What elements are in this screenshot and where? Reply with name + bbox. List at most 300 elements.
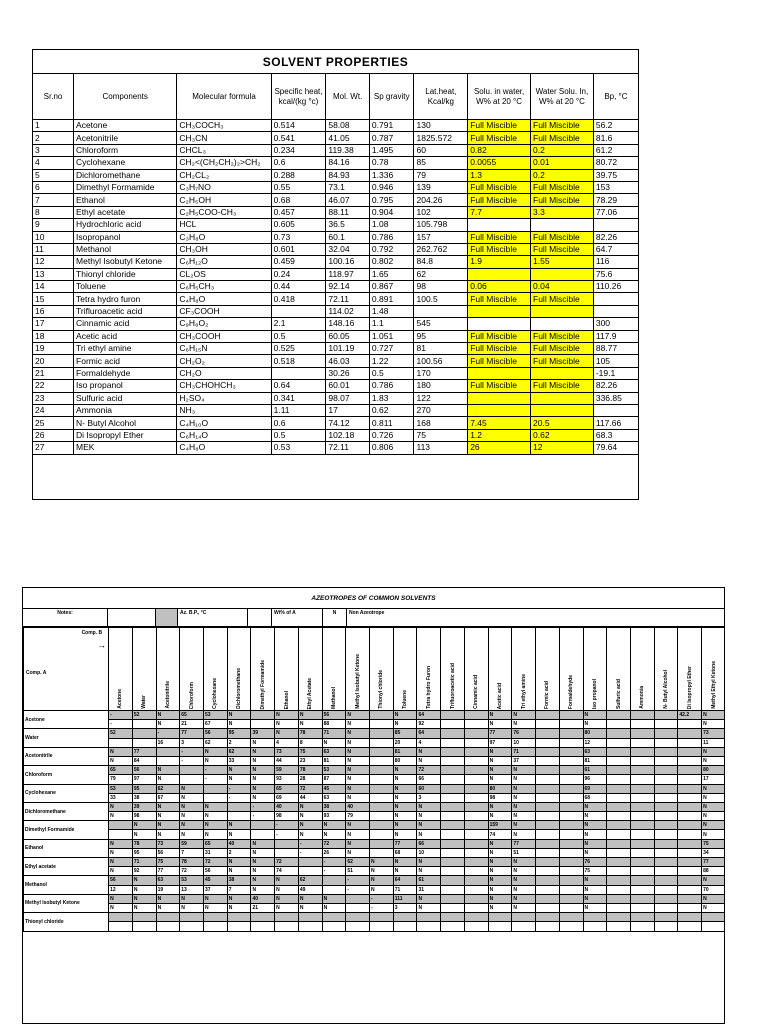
table-cell: 72: [204, 858, 228, 867]
table-cell: [559, 756, 583, 765]
table-cell: C₄H₁₀O: [177, 417, 271, 429]
table-cell: N: [512, 793, 536, 802]
table-cell: [464, 775, 488, 784]
table-row: [33, 268, 638, 280]
table-cell: 72.11: [326, 293, 370, 305]
table-cell: 64: [417, 729, 441, 738]
table-cell: [630, 720, 654, 729]
table-cell: [370, 784, 394, 793]
table-cell: 13: [180, 885, 204, 894]
table-cell: [109, 738, 133, 747]
table-cell: N: [298, 812, 322, 821]
table-cell: 7.7: [468, 206, 531, 218]
table-cell: [654, 775, 678, 784]
table-cell: N: [204, 756, 228, 765]
table-row: [33, 442, 638, 454]
table-cell: 61.2: [593, 144, 638, 156]
table-cell: N: [393, 858, 417, 867]
table-cell: [630, 913, 654, 922]
table-cell: N: [488, 766, 512, 775]
table-cell: [370, 775, 394, 784]
table-cell: [441, 812, 465, 821]
table-cell: [630, 821, 654, 830]
table-cell: 0.06: [468, 281, 531, 293]
column-header-label: Trifluoroacetic acid: [449, 663, 456, 709]
table-cell: 0.44: [271, 281, 326, 293]
column-header-label: Formaldehyde: [568, 674, 575, 709]
table-cell: 204.26: [414, 194, 468, 206]
table-cell: C₆H₁₅N: [177, 343, 271, 355]
column-header-label: Ethyl Acetate: [307, 677, 314, 709]
table-cell: 78.29: [593, 194, 638, 206]
column-header: [204, 628, 228, 711]
table-row: [33, 318, 638, 330]
table-cell: [132, 738, 156, 747]
table-cell: [132, 720, 156, 729]
table-cell: [654, 766, 678, 775]
table-cell: N: [583, 894, 607, 903]
table-cell: CH₂CL₂: [177, 169, 271, 181]
table-cell: [464, 802, 488, 811]
table-cell: N: [488, 720, 512, 729]
table-cell: [654, 830, 678, 839]
table-cell: 1.08: [369, 219, 414, 231]
table-cell: N: [583, 830, 607, 839]
column-header: [512, 628, 536, 711]
table-cell: [464, 922, 488, 931]
azeotropes-grid: [23, 627, 725, 932]
table-cell: N: [370, 885, 394, 894]
column-header-label: Methyl Ethyl Ketone: [710, 661, 717, 709]
table-cell: Ethyl acetate: [74, 206, 177, 218]
table-cell: [607, 903, 631, 912]
table-cell: N: [251, 848, 275, 857]
table-row: [24, 867, 726, 876]
table-cell: N: [393, 821, 417, 830]
table-cell: [417, 922, 441, 931]
table-cell: [531, 268, 594, 280]
table-cell: 60: [414, 144, 468, 156]
table-cell: [536, 766, 560, 775]
table-cell: N: [346, 839, 370, 848]
table-cell: 81.6: [593, 132, 638, 144]
notes-n-label: N: [323, 609, 347, 626]
table-cell: N: [227, 766, 251, 775]
table-cell: [531, 219, 594, 231]
table-cell: [488, 913, 512, 922]
table-row: [24, 747, 726, 756]
table-cell: [536, 729, 560, 738]
table-cell: [531, 367, 594, 379]
column-header: [464, 628, 488, 711]
table-cell: C₃H₈O: [177, 231, 271, 243]
table-cell: [559, 711, 583, 720]
table-cell: 7: [33, 194, 74, 206]
table-cell: [607, 756, 631, 765]
table-cell: 97: [488, 738, 512, 747]
table-cell: N: [322, 738, 346, 747]
table-cell: N: [227, 894, 251, 903]
table-cell: [370, 839, 394, 848]
table-cell: N: [417, 802, 441, 811]
table-cell: [322, 922, 346, 931]
table-cell: 92: [417, 720, 441, 729]
table-cell: [654, 858, 678, 867]
table-cell: -: [370, 894, 394, 903]
table-cell: N: [227, 711, 251, 720]
table-cell: Thionyl chloride: [74, 268, 177, 280]
table-cell: 46.07: [326, 194, 370, 206]
table-cell: 1: [33, 120, 74, 132]
column-header-label: Dimethyl Formamide: [259, 659, 266, 709]
table-cell: 51: [512, 848, 536, 857]
table-cell: [441, 720, 465, 729]
table-cell: N: [275, 885, 299, 894]
table-cell: Full Miscible: [531, 120, 594, 132]
table-cell: [441, 793, 465, 802]
table-cell: Full Miscible: [468, 293, 531, 305]
table-cell: N: [417, 747, 441, 756]
table-cell: N: [512, 711, 536, 720]
table-cell: [227, 812, 251, 821]
table-cell: [654, 913, 678, 922]
table-cell: 69: [583, 784, 607, 793]
table-cell: 0.601: [271, 243, 326, 255]
table-cell: [536, 711, 560, 720]
table-cell: 72: [417, 766, 441, 775]
table-cell: [702, 922, 725, 931]
table-cell: Dimethyl Formamide: [74, 181, 177, 193]
table-cell: N: [156, 894, 180, 903]
row-label: Dimethyl Formamide: [24, 821, 109, 839]
table-cell: N: [109, 867, 133, 876]
table-cell: CH₃COOH: [177, 330, 271, 342]
table-cell: Acetone: [74, 120, 177, 132]
table-cell: [180, 913, 204, 922]
table-cell: 0.5: [271, 429, 326, 441]
table-cell: N: [204, 802, 228, 811]
table-cell: 75: [583, 867, 607, 876]
table-row: [33, 417, 638, 429]
table-cell: N: [132, 903, 156, 912]
table-cell: 0.459: [271, 256, 326, 268]
table-cell: N: [298, 830, 322, 839]
table-cell: [464, 766, 488, 775]
table-cell: 0.234: [271, 144, 326, 156]
table-cell: N: [275, 711, 299, 720]
table-cell: Full Miscible: [468, 120, 531, 132]
table-cell: [607, 812, 631, 821]
table-cell: N: [512, 858, 536, 867]
table-cell: 66: [417, 839, 441, 848]
table-cell: 37: [512, 756, 536, 765]
table-cell: Cinnamic acid: [74, 318, 177, 330]
table-cell: N: [346, 756, 370, 765]
column-header-label: Acetone: [117, 689, 124, 709]
table-cell: 118.97: [326, 268, 370, 280]
table-cell: 7.45: [468, 417, 531, 429]
table-cell: [654, 711, 678, 720]
table-cell: 40: [227, 839, 251, 848]
table-cell: [468, 404, 531, 416]
table-cell: N: [275, 720, 299, 729]
table-cell: [630, 802, 654, 811]
table-cell: Full Miscible: [468, 132, 531, 144]
table-cell: 0.418: [271, 293, 326, 305]
table-cell: C₄H₈O: [177, 293, 271, 305]
table-cell: N: [180, 903, 204, 912]
table-cell: 80: [702, 766, 725, 775]
table-cell: 87: [322, 775, 346, 784]
table-cell: [464, 821, 488, 830]
table-cell: [441, 821, 465, 830]
table-cell: N: [417, 812, 441, 821]
table-cell: N: [298, 711, 322, 720]
table-cell: 62: [227, 747, 251, 756]
table-cell: 98: [414, 281, 468, 293]
table-row: [33, 144, 638, 156]
table-cell: [109, 830, 133, 839]
table-cell: 0.514: [271, 120, 326, 132]
table-cell: 1.051: [369, 330, 414, 342]
table-cell: [630, 793, 654, 802]
table-cell: [251, 720, 275, 729]
table-cell: [654, 720, 678, 729]
table-cell: [531, 392, 594, 404]
table-cell: N: [109, 903, 133, 912]
table-cell: CH₂O₂: [177, 355, 271, 367]
table-cell: 1.83: [369, 392, 414, 404]
table-cell: 71: [322, 729, 346, 738]
table-cell: 34: [702, 848, 725, 857]
table-cell: N: [204, 894, 228, 903]
table-cell: 60.05: [326, 330, 370, 342]
table-cell: 98: [488, 793, 512, 802]
table-cell: [630, 922, 654, 931]
table-cell: N: [702, 830, 725, 839]
table-cell: 92: [132, 867, 156, 876]
table-cell: [441, 830, 465, 839]
table-cell: Full Miscible: [531, 330, 594, 342]
table-cell: 21: [251, 903, 275, 912]
table-cell: [275, 848, 299, 857]
table-cell: [678, 876, 702, 885]
table-cell: [536, 848, 560, 857]
table-cell: Formic acid: [74, 355, 177, 367]
table-cell: 3: [393, 903, 417, 912]
table-cell: [464, 913, 488, 922]
table-cell: [132, 922, 156, 931]
table-cell: N: [275, 729, 299, 738]
table-cell: 72: [180, 867, 204, 876]
table-cell: 27: [33, 442, 74, 454]
table-cell: N: [156, 812, 180, 821]
table-cell: [678, 729, 702, 738]
table-cell: [607, 839, 631, 848]
table-cell: 79: [414, 169, 468, 181]
table-cell: N: [204, 812, 228, 821]
table-cell: 52: [132, 711, 156, 720]
table-cell: Full Miscible: [468, 380, 531, 392]
table-cell: [441, 775, 465, 784]
table-cell: N: [156, 903, 180, 912]
table-cell: 23: [298, 756, 322, 765]
table-cell: N: [251, 876, 275, 885]
table-cell: 68.3: [593, 429, 638, 441]
table-cell: N: [702, 812, 725, 821]
column-header: [607, 628, 631, 711]
table-cell: [593, 293, 638, 305]
column-header-label: Water: [141, 695, 148, 709]
table-cell: 101.19: [326, 343, 370, 355]
table-cell: N: [702, 711, 725, 720]
table-cell: [702, 913, 725, 922]
table-cell: 81: [393, 747, 417, 756]
table-cell: 45: [322, 784, 346, 793]
table-cell: N: [393, 867, 417, 876]
table-cell: [678, 793, 702, 802]
table-cell: N: [393, 711, 417, 720]
table-cell: 63: [156, 876, 180, 885]
table-cell: 113: [414, 442, 468, 454]
table-cell: [322, 913, 346, 922]
table-cell: [678, 903, 702, 912]
table-cell: 0.53: [271, 442, 326, 454]
table-cell: 119.38: [326, 144, 370, 156]
table-cell: N: [156, 802, 180, 811]
table-cell: Toluene: [74, 281, 177, 293]
table-cell: [536, 784, 560, 793]
table-cell: [630, 766, 654, 775]
table-cell: N: [488, 903, 512, 912]
table-cell: N: [512, 885, 536, 894]
table-cell: N: [488, 894, 512, 903]
table-cell: CL₂OS: [177, 268, 271, 280]
table-cell: 95: [414, 330, 468, 342]
table-row: [24, 858, 726, 867]
table-cell: 71: [132, 858, 156, 867]
table-cell: 76: [512, 729, 536, 738]
table-cell: [536, 747, 560, 756]
table-cell: [536, 885, 560, 894]
table-row: [33, 404, 638, 416]
table-cell: N: [298, 821, 322, 830]
row-label: Ethyl acetate: [24, 858, 109, 876]
table-cell: 0.457: [271, 206, 326, 218]
row-label: Chloroform: [24, 766, 109, 784]
table-row: [24, 729, 726, 738]
table-cell: [346, 922, 370, 931]
table-cell: [204, 784, 228, 793]
table-cell: 1.65: [369, 268, 414, 280]
table-cell: [468, 268, 531, 280]
table-cell: 77: [512, 839, 536, 848]
table-cell: 0.78: [369, 157, 414, 169]
table-cell: 78: [298, 729, 322, 738]
table-cell: N: [251, 867, 275, 876]
column-header: Components: [74, 74, 177, 120]
table-cell: N- Butyl Alcohol: [74, 417, 177, 429]
table-cell: N: [488, 711, 512, 720]
table-cell: -: [322, 867, 346, 876]
table-cell: 2.1: [271, 318, 326, 330]
table-cell: 0.04: [531, 281, 594, 293]
table-cell: 0.01: [531, 157, 594, 169]
table-cell: [678, 867, 702, 876]
table-cell: N: [346, 775, 370, 784]
table-cell: [464, 903, 488, 912]
table-cell: [441, 738, 465, 747]
table-row: [33, 305, 638, 317]
table-cell: [370, 848, 394, 857]
table-cell: [370, 830, 394, 839]
table-cell: [204, 793, 228, 802]
table-cell: N: [702, 747, 725, 756]
table-cell: 0.946: [369, 181, 414, 193]
table-cell: N: [370, 876, 394, 885]
table-cell: [559, 720, 583, 729]
table-cell: 32.04: [326, 243, 370, 255]
table-cell: 73: [156, 839, 180, 848]
table-cell: C₂H₅COO-CH₃: [177, 206, 271, 218]
table-cell: [559, 738, 583, 747]
table-cell: [464, 738, 488, 747]
table-cell: [441, 802, 465, 811]
table-cell: [536, 756, 560, 765]
table-cell: N: [109, 894, 133, 903]
table-cell: 66: [417, 775, 441, 784]
table-cell: H₂SO₄: [177, 392, 271, 404]
table-cell: N: [180, 784, 204, 793]
column-header: Specific heat, kcal/(kg °c): [271, 74, 326, 120]
table-cell: [441, 867, 465, 876]
table-cell: N: [180, 830, 204, 839]
table-cell: 81: [322, 756, 346, 765]
table-cell: [630, 839, 654, 848]
column-header-label: Acetonitrile: [164, 681, 171, 709]
table-cell: N: [275, 903, 299, 912]
table-cell: 100.5: [414, 293, 468, 305]
table-cell: [607, 830, 631, 839]
table-cell: 75.6: [593, 268, 638, 280]
notes-bp-swatch: [156, 609, 178, 626]
table-cell: 10: [512, 738, 536, 747]
table-cell: [559, 903, 583, 912]
table-cell: 41.05: [326, 132, 370, 144]
table-row: [24, 839, 726, 848]
table-cell: [468, 318, 531, 330]
table-cell: [559, 913, 583, 922]
table-cell: [464, 812, 488, 821]
table-cell: [559, 775, 583, 784]
table-cell: N: [156, 711, 180, 720]
table-cell: CH₃CHOHCH₃: [177, 380, 271, 392]
table-cell: -: [251, 802, 275, 811]
table-cell: [204, 913, 228, 922]
comp-header-corner: [24, 628, 109, 711]
table-cell: N: [346, 821, 370, 830]
table-cell: [654, 894, 678, 903]
table-cell: N: [702, 821, 725, 830]
table-cell: 17: [33, 318, 74, 330]
table-cell: [678, 784, 702, 793]
table-cell: 61: [417, 876, 441, 885]
table-cell: 63: [322, 793, 346, 802]
table-cell: [464, 784, 488, 793]
table-cell: 79.64: [593, 442, 638, 454]
table-cell: N: [204, 903, 228, 912]
table-cell: [251, 830, 275, 839]
